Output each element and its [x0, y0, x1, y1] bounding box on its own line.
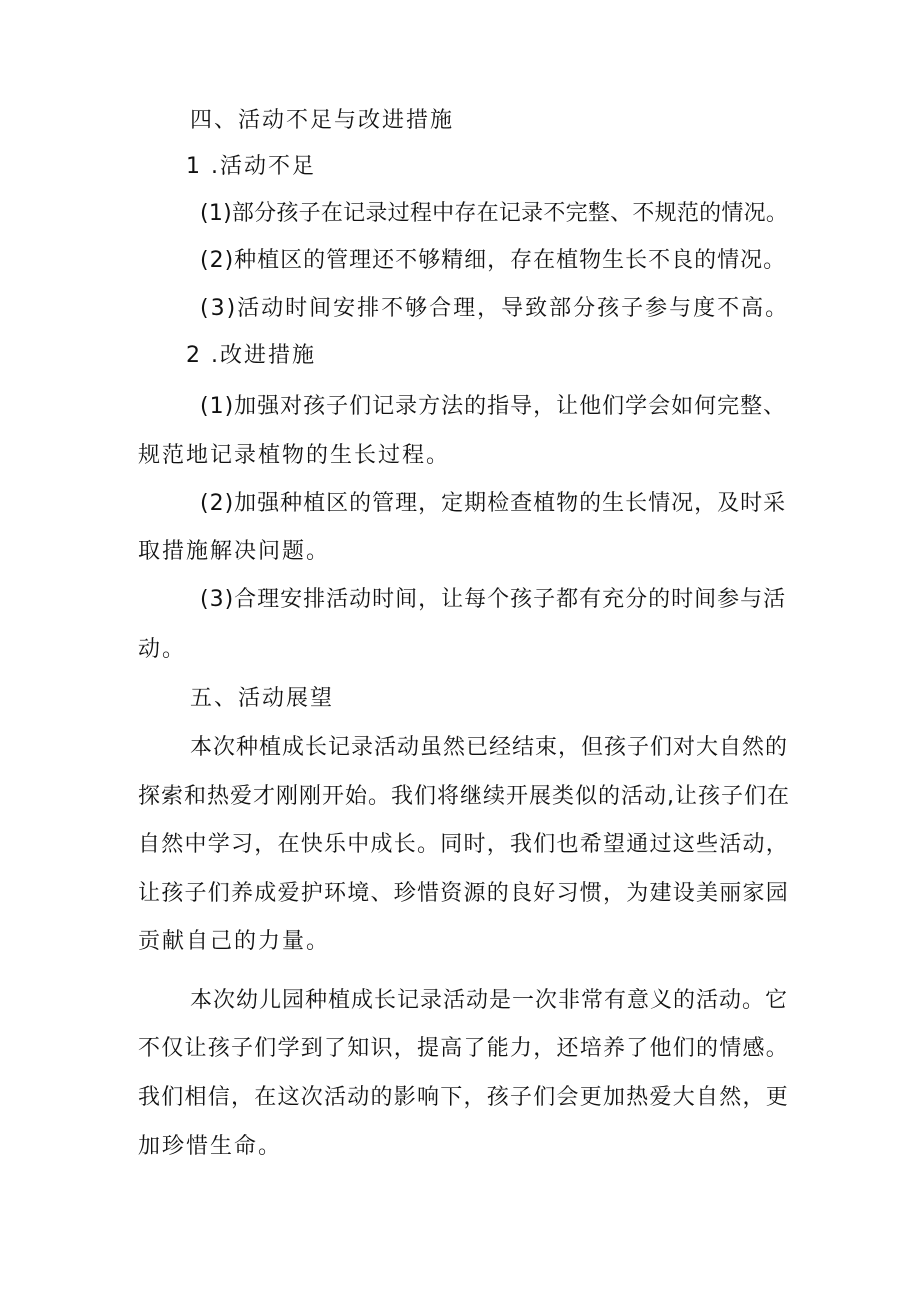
- improvement-item-1-line-1: (1)加强对孩子们记录方法的指导，让他们学会如何完整、: [200, 394, 787, 419]
- improvement-item-1-line-2: 规范地记录植物的生长过程。: [138, 443, 451, 468]
- shortcoming-item-1: (1)部分孩子在记录过程中存在记录不完整、不规范的情况。: [200, 201, 789, 226]
- conclusion-paragraph-line-4: 加珍惜生命。: [138, 1134, 283, 1159]
- conclusion-paragraph-line-1: 本次幼儿园种植成长记录活动是一次非常有意义的活动。它: [190, 988, 789, 1013]
- outlook-paragraph-line-2: 探索和热爱才刚刚开始。我们将继续开展类似的活动,让孩子们在: [138, 784, 790, 809]
- section-heading-shortcomings: 四、活动不足与改进措施: [190, 108, 455, 133]
- outlook-paragraph-line-1: 本次种植成长记录活动虽然已经结束，但孩子们对大自然的: [190, 735, 789, 760]
- outlook-paragraph-line-4: 让孩子们养成爱护环境、珍惜资源的良好习惯，为建设美丽家园: [138, 881, 790, 906]
- improvement-item-2-line-2: 取措施解决问题。: [138, 539, 331, 564]
- outlook-paragraph-line-3: 自然中学习，在快乐中成长。同时，我们也希望通过这些活动，: [138, 832, 790, 857]
- subheading-shortcomings: 1 .活动不足: [186, 154, 316, 179]
- improvement-item-3-line-2: 动。: [138, 637, 187, 662]
- shortcoming-item-2: (2)种植区的管理还不够精细，存在植物生长不良的情况。: [200, 248, 787, 273]
- improvement-item-3-line-1: (3)合理安排活动时间，让每个孩子都有充分的时间参与活: [200, 587, 787, 612]
- outlook-paragraph-line-5: 贡献自己的力量。: [138, 929, 331, 954]
- improvement-item-2-line-1: (2)加强种植区的管理，定期检查植物的生长情况，及时采: [200, 491, 787, 516]
- subheading-improvements: 2 .改进措施: [186, 343, 316, 368]
- conclusion-paragraph-line-3: 我们相信，在这次活动的影响下，孩子们会更加热爱大自然，更: [138, 1085, 790, 1110]
- conclusion-paragraph-line-2: 不仅让孩子们学到了知识，提高了能力，还培养了他们的情感。: [138, 1036, 790, 1061]
- shortcoming-item-3: (3)活动时间安排不够合理，导致部分孩子参与度不高。: [200, 296, 790, 321]
- section-heading-outlook: 五、活动展望: [190, 686, 335, 711]
